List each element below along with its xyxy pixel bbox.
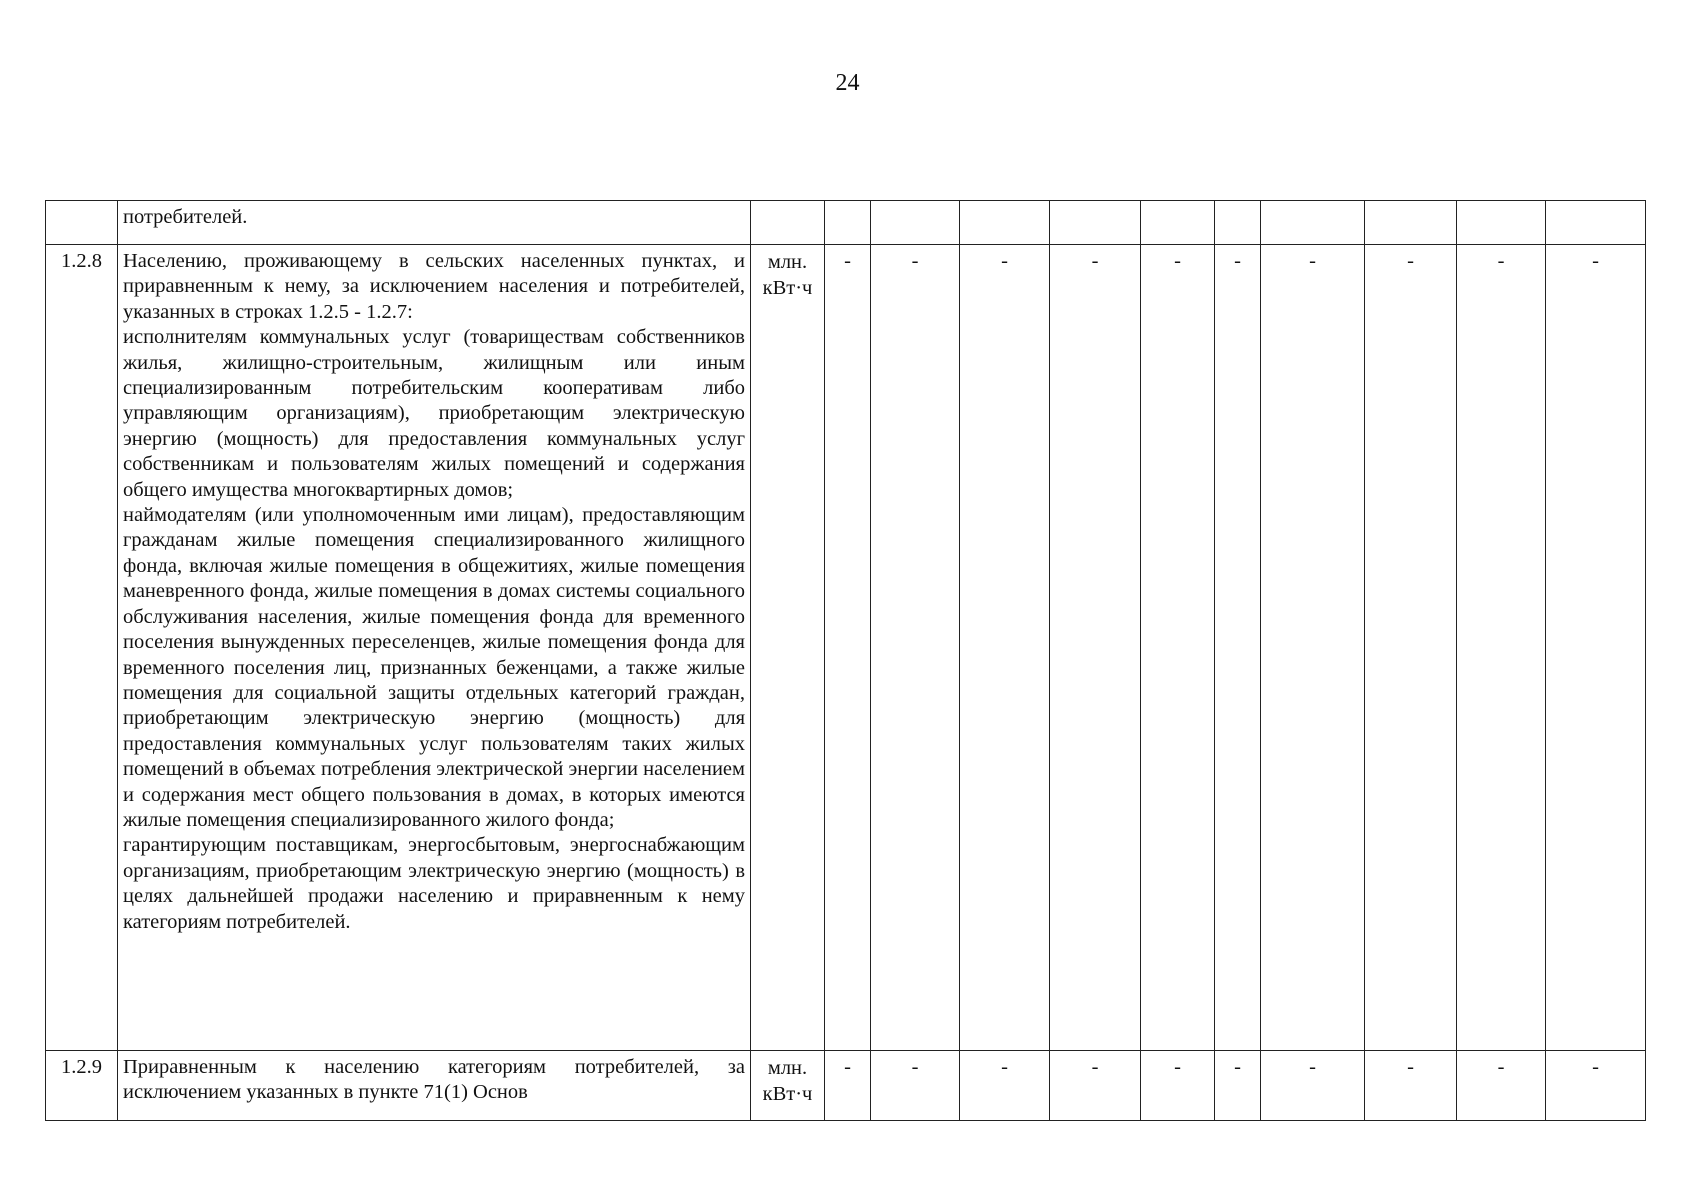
value-cell: [1365, 201, 1457, 245]
value-cell: -: [1546, 245, 1646, 1051]
value-cell: [825, 201, 871, 245]
unit-cell: [751, 201, 825, 245]
value-cell: -: [960, 245, 1050, 1051]
value-cell: -: [1141, 245, 1215, 1051]
row-number-cell: 1.2.9: [46, 1051, 118, 1121]
value-cell: -: [871, 245, 960, 1051]
description-paragraph: наймодателям (или уполномоченным ими лицам), предоставляющим гражданам жилые помещения специализированного жилищного фонда, включая жилые помещения в общежитиях, жилые помещения маневренного фонда, жилые помещения в домах системы социального обслуживания населения, жилые помещения фонда для временного поселения вынужденных переселенцев, жилые помещения фонда для временного поселения лиц, признанных беженцами, а также жилые помещения для социальной защиты отдельных категорий граждан, приобретающим электрическую энергию (мощность) для предоставления коммунальных услуг пользователям таких жилых помещений в объемах потребления электрической энергии населением и содержания мест общего пользования в домах, в которых имеются жилые помещения специализированного жилого фонда;: [123, 504, 745, 831]
value-cell: [1261, 201, 1365, 245]
value-cell: -: [825, 1051, 871, 1121]
description-paragraph: гарантирующим поставщикам, энергосбытовым, энергоснабжающим организациям, приобретающим электрическую энергию (мощность) в целях дальнейшей продажи населению и приравненным к нему категориям потребителей.: [123, 834, 745, 933]
value-cell: [1050, 201, 1141, 245]
value-cell: -: [1261, 1051, 1365, 1121]
row-description-cell: [118, 1051, 751, 1121]
page-number: 24: [835, 70, 860, 96]
value-cell: -: [1457, 245, 1546, 1051]
value-cell: -: [1365, 1051, 1457, 1121]
value-cell: -: [1215, 245, 1261, 1051]
value-cell: -: [825, 245, 871, 1051]
value-cell: -: [1050, 1051, 1141, 1121]
row-number-cell: [46, 201, 118, 245]
value-cell: -: [1050, 245, 1141, 1051]
table-row: [46, 1051, 1646, 1121]
value-cell: -: [1141, 1051, 1215, 1121]
description-paragraph: потребителей.: [123, 206, 248, 228]
value-cell: -: [960, 1051, 1050, 1121]
value-cell: -: [1457, 1051, 1546, 1121]
tariff-table: [45, 200, 1646, 1121]
value-cell: [960, 201, 1050, 245]
row-number-cell: 1.2.8: [46, 245, 118, 1051]
value-cell: [871, 201, 960, 245]
value-cell: [1457, 201, 1546, 245]
unit-cell: млн. кВт·ч: [751, 1051, 825, 1121]
description-paragraph: Населению, проживающему в сельских населенных пунктах, и приравненным к нему, за исключением населения и потребителей, указанных в строках 1.2.5 - 1.2.7:: [123, 250, 745, 323]
value-cell: -: [1546, 1051, 1646, 1121]
description-paragraph: исполнителям коммунальных услуг (товариществам собственников жилья, жилищно-строительным, жилищным или иным специализированным потребительским кооперативам либо управляющим организациям), приобретающим электрическую энергию (мощность) для предоставления коммунальных услуг собственникам и пользователям жилых помещений и содержания общего имущества многоквартирных домов;: [123, 326, 745, 501]
value-cell: -: [871, 1051, 960, 1121]
value-cell: [1546, 201, 1646, 245]
description-paragraph: Приравненным к населению категориям потребителей, за исключением указанных в пункте 71(1) Основ: [123, 1056, 745, 1104]
value-cell: [1215, 201, 1261, 245]
row-description-cell: [118, 201, 751, 245]
row-description-cell: [118, 245, 751, 1051]
value-cell: -: [1365, 245, 1457, 1051]
value-cell: [1141, 201, 1215, 245]
value-cell: -: [1261, 245, 1365, 1051]
table-row: [46, 201, 1646, 245]
value-cell: -: [1215, 1051, 1261, 1121]
table-row: [46, 245, 1646, 1051]
unit-cell: млн. кВт·ч: [751, 245, 825, 1051]
